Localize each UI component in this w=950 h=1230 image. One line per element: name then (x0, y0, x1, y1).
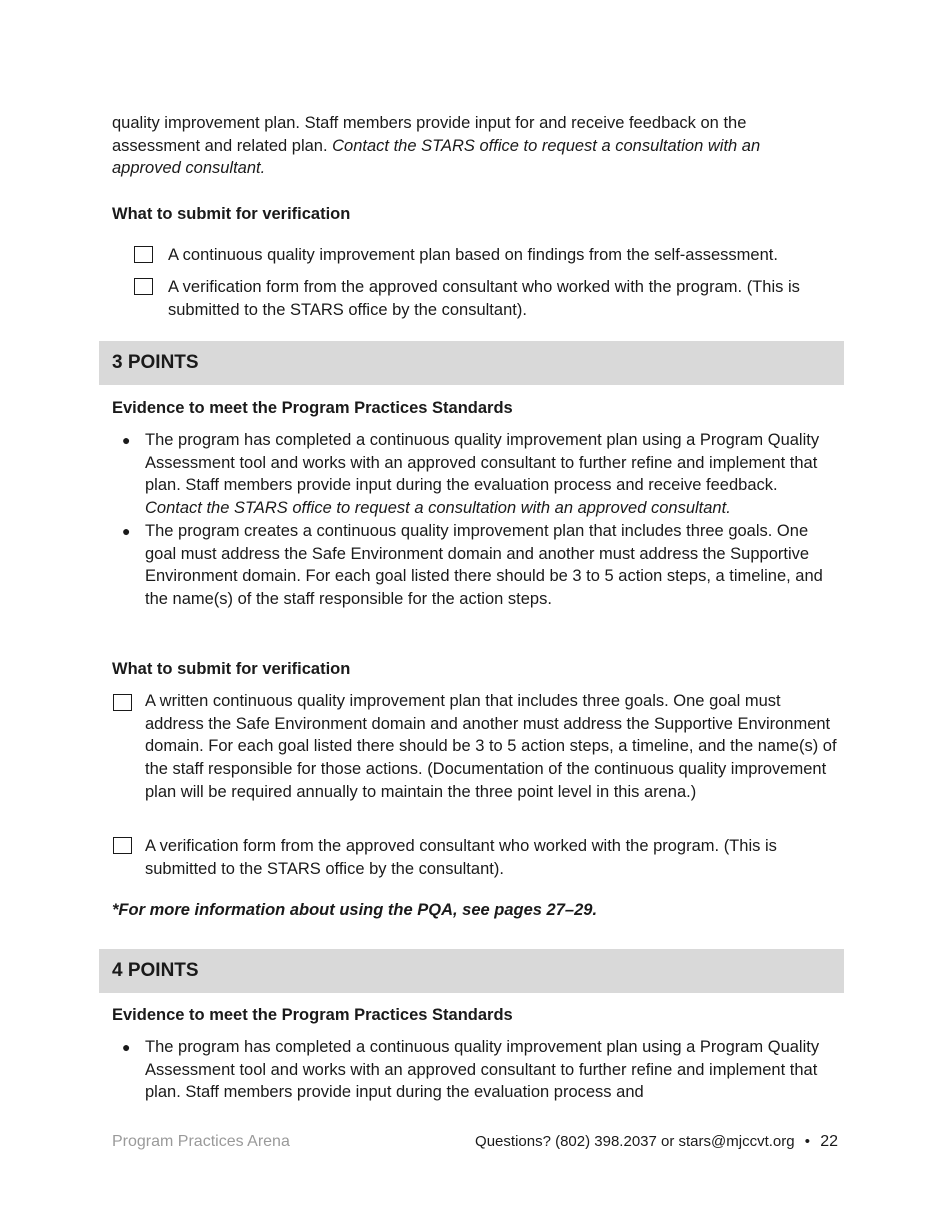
evidence-heading: Evidence to meet the Program Practices Standards (112, 399, 513, 417)
evidence-heading: Evidence to meet the Program Practices Standards (112, 1006, 513, 1024)
checklist-item-text: A verification form from the approved consultant who worked with the program. (This is submitted to the STARS office by the consultant). (168, 278, 800, 319)
pqa-note: *For more information about using the PQA, see pages 27–29. (112, 901, 598, 919)
verification-heading: What to submit for verification (112, 205, 351, 223)
section-band-3-points (99, 341, 844, 385)
verification-heading: What to submit for verification (112, 660, 351, 678)
evidence-list (122, 429, 838, 611)
checklist-item-text: A continuous quality improvement plan based on findings from the self-assessment. (168, 246, 778, 264)
checklist-item (134, 244, 840, 267)
list-item (122, 1036, 838, 1104)
checklist-item (113, 835, 838, 880)
footer-section-name: Program Practices Arena (112, 1133, 290, 1150)
bullet-icon: ● (122, 522, 131, 539)
list-item-text: The program has completed a continuous quality improvement plan using a Program Quality Assessment tool and works with an approved consultant to further refine and implement that plan. Staff members provide input during the evaluation process and receive feedback. Contact the STARS office to request a consultation with an approved consultant. (145, 431, 820, 518)
checkbox[interactable] (134, 246, 153, 263)
list-item (122, 520, 838, 611)
checkbox[interactable] (113, 837, 132, 854)
section-title: 4 POINTS (112, 960, 199, 981)
checklist-item (113, 690, 838, 804)
checklist-item (134, 276, 840, 321)
checklist-item-text: A verification form from the approved consultant who worked with the program. (This is submitted to the STARS office by the consultant). (145, 837, 777, 878)
bullet-icon: ● (122, 432, 131, 448)
footer-contact-text: Questions? (802) 398.2037 or stars@mjccvt.org (475, 1133, 795, 1150)
checkbox[interactable] (134, 278, 153, 295)
checklist-item-text: A written continuous quality improvement plan that includes three goals. One goal must address the Safe Environment domain and another must address the Supportive Environment domain. For each goal listed there should be 3 to 5 action steps, a timeline, and the name(s) of the staff responsible for those actions. (Documentation of the continuous quality improvement plan will be required annually to maintain the three point level in this arena.) (145, 692, 837, 801)
bullet-icon: ● (122, 1039, 131, 1055)
list-item-text: The program has completed a continuous quality improvement plan using a Program Quality Assessment tool and works with an approved consultant to further refine and implement that plan. Staff members provide input during the evaluation process and (145, 1038, 820, 1102)
list-item (122, 429, 838, 520)
footer-contact (475, 1131, 838, 1154)
list-item-text: The program creates a continuous quality improvement plan that includes three goals. One goal must address the Safe Environment domain and another must address the Supportive Environment domain. For each goal listed there should be 3 to 5 action steps, a timeline, and the name(s) of the staff responsible for the action steps. (145, 521, 823, 608)
intro-paragraph (112, 112, 792, 180)
intro-text: quality improvement plan. Staff members provide input for and receive feedback on the assessment and related plan. (112, 114, 747, 155)
section-band-4-points (99, 949, 844, 993)
checkbox[interactable] (113, 694, 132, 711)
page-number: 22 (820, 1133, 838, 1150)
footer-separator: • (804, 1133, 811, 1150)
section-title: 3 POINTS (112, 352, 199, 373)
intro-italic-note: Contact the STARS office to request a consultation with an approved consultant. (112, 136, 761, 178)
evidence-list (122, 1036, 838, 1104)
